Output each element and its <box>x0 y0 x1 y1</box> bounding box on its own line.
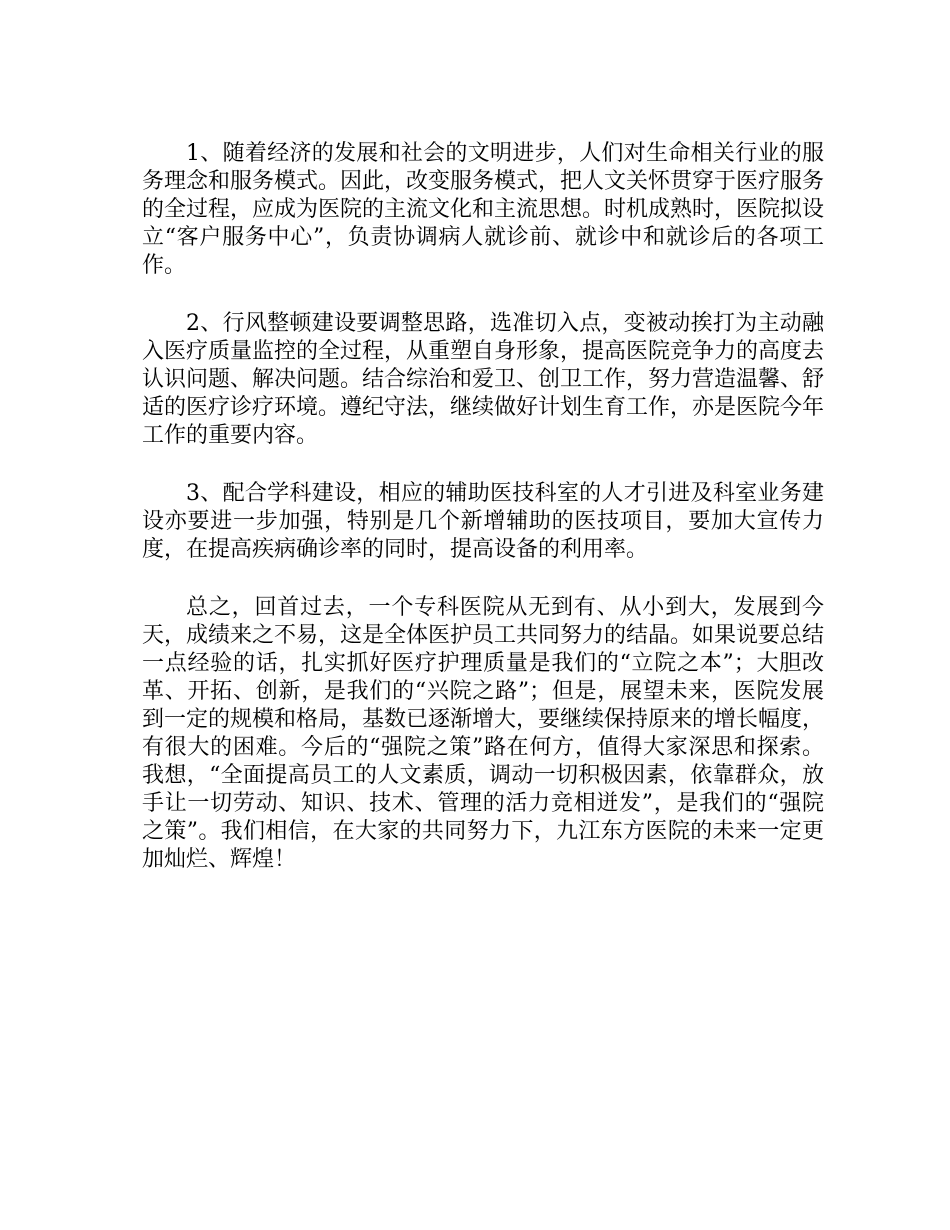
paragraph-1: 1、随着经济的发展和社会的文明进步，人们对生命相关行业的服务理念和服务模式。因此，改变服务模式，把人文关怀贯穿于医疗服务的全过程，应成为医院的主流文化和主流思想。时机成熟时，医院拟设立“客户服务中心”，负责协调病人就诊前、就诊中和就诊后的各项工作。 <box>142 141 825 278</box>
paragraph-3: 3、配合学科建设，相应的辅助医技科室的人才引进及科室业务建设亦要进一步加强，特别是几个新增辅助的医技项目，要加大宣传力度，在提高疾病确诊率的同时，提高设备的利用率。 <box>142 481 824 562</box>
paragraph-4: 总之，回首过去，一个专科医院从无到有、从小到大，发展到今天，成绩来之不易，这是全体医护员工共同努力的结晶。如果说要总结一点经验的话，扎实抓好医疗护理质量是我们的“立院之本”；大胆改革、开拓、创新，是我们的“兴院之路”；但是，展望未来，医院发展到一定的规模和格局，基数已逐渐增大，要继续保持原来的增长幅度，有很大的困难。今后的“强院之策”路在何方，值得大家深思和探索。我想，“全面提高员工的人文素质，调动一切积极因素，依靠群众，放手让一切劳动、知识、技术、管理的活力竞相迸发”，是我们的“强院之策”。我们相信，在大家的共同努力下，九江东方医院的未来一定更加灿烂、辉煌！ <box>142 595 825 872</box>
document-body <box>142 140 824 904</box>
paragraph-2: 2、行风整顿建设要调整思路，选准切入点，变被动挨打为主动融入医疗质量监控的全过程，从重塑自身形象，提高医院竞争力的高度去认识问题、解决问题。结合综治和爱卫、创卫工作，努力营造温馨、舒适的医疗诊疗环境。遵纪守法，继续做好计划生育工作，亦是医院今年工作的重要内容。 <box>142 311 825 448</box>
